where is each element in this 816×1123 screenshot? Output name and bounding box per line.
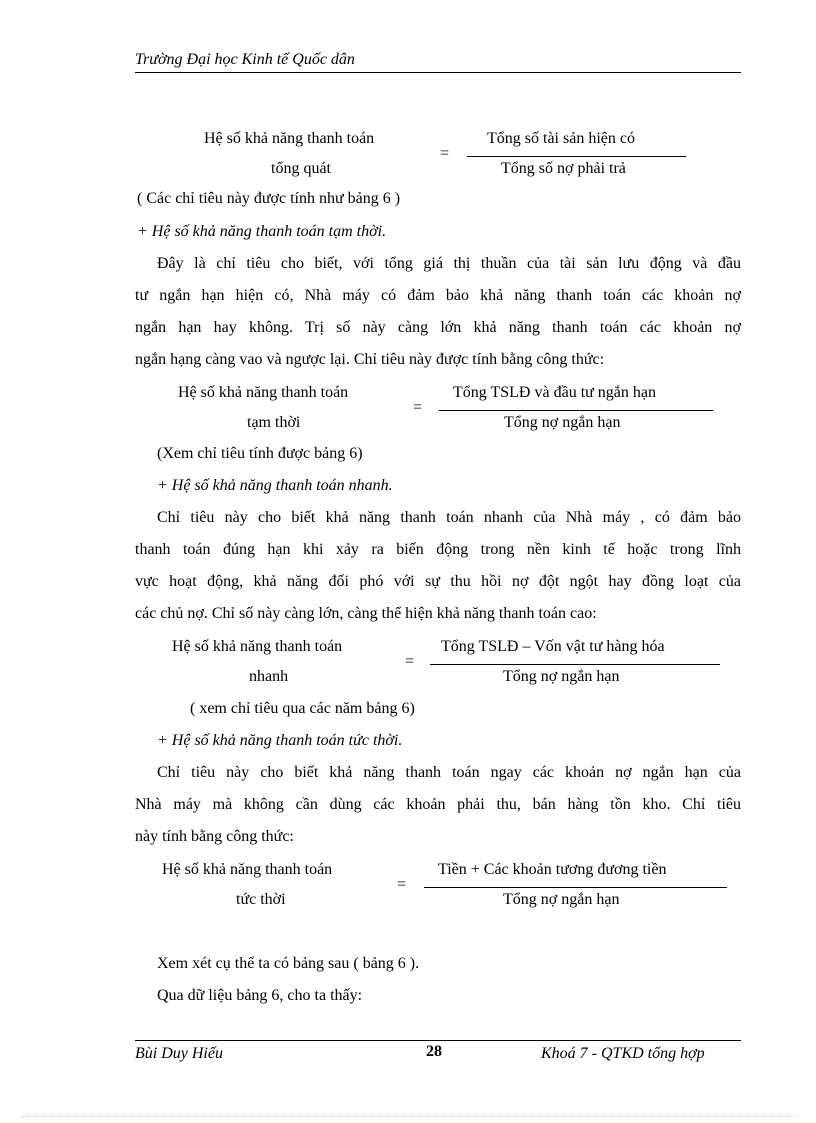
formula1-equals: =	[440, 145, 450, 162]
formula1-numerator: Tổng số tài sản hiện có	[487, 130, 635, 147]
para2-line2: tư ngắn hạn hiện có, Nhà máy có đảm bảo khả năng thanh toán các khoản nợ	[135, 287, 741, 304]
para3-line3: vực hoạt động, khả năng đối phó với sự thu hồi nợ đột ngột hay đồng loạt của	[135, 573, 741, 590]
para3-line4: các chủ nợ. Chỉ số này càng lớn, càng thể hiện khả năng thanh toán cao:	[135, 605, 597, 622]
para4-line3: này tính bằng công thức:	[135, 828, 294, 845]
formula1-label-line2: tổng quát	[271, 160, 331, 177]
formula3-equals: =	[405, 653, 415, 670]
formula1-fraction-bar	[467, 156, 686, 157]
formula2-label-line1: Hệ số khả năng thanh toán	[178, 384, 349, 401]
formula2-equals: =	[413, 399, 423, 416]
closing-line2: Qua dữ liệu bảng 6, cho ta thấy:	[157, 987, 363, 1004]
footer-author: Bùi Duy Hiếu	[135, 1045, 223, 1062]
note-table6-c: ( xem chỉ tiêu qua các năm bảng 6)	[190, 700, 415, 717]
formula1-label-line1: Hệ số khả năng thanh toán	[204, 130, 375, 147]
para4-line2: Nhà máy mà không cần dùng các khoản phải thu, bán hàng tồn kho. Chỉ tiêu	[135, 796, 741, 813]
header-divider	[135, 72, 741, 73]
formula4-denominator: Tổng nợ ngắn hạn	[503, 891, 620, 908]
para2-line4: ngắn hạng càng vao và ngược lại. Chỉ tiêu này được tính bằng công thức:	[135, 351, 605, 368]
formula3-label-line2: nhanh	[249, 668, 289, 685]
formula4-numerator: Tiền + Các khoản tương đương tiền	[438, 861, 667, 878]
heading-quick-ratio: + Hệ số khả năng thanh toán nhanh.	[157, 477, 393, 494]
formula3-fraction-bar	[430, 664, 720, 665]
heading-current-ratio: + Hệ số khả năng thanh toán tạm thời.	[137, 223, 387, 240]
formula2-fraction-bar	[439, 410, 713, 411]
para4-line1: Chỉ tiêu này cho biết khả năng thanh toán ngay các khoản nợ ngắn hạn của	[157, 764, 741, 781]
formula1-denominator: Tổng số nợ phải trả	[501, 160, 626, 177]
formula3-label-line1: Hệ số khả năng thanh toán	[172, 638, 343, 655]
formula4-label-line1: Hệ số khả năng thanh toán	[162, 861, 333, 878]
para3-line1: Chỉ tiêu này cho biết khả năng thanh toán nhanh của Nhà máy , có đảm bảo	[157, 509, 741, 526]
formula2-numerator: Tổng TSLĐ và đầu tư ngắn hạn	[453, 384, 657, 401]
para2-line3: ngắn hạn hay không. Trị số này càng lớn khả năng thanh toán các khoản nợ	[135, 319, 741, 336]
footer-divider	[135, 1040, 741, 1041]
formula3-numerator: Tổng TSLĐ – Vốn vật tư hàng hóa	[441, 638, 665, 655]
page-header-school: Trường Đại học Kinh tế Quốc dân	[135, 51, 355, 68]
note-table6-a: ( Các chỉ tiêu này được tính như bảng 6 )	[137, 190, 401, 207]
formula2-label-line2: tạm thời	[247, 414, 301, 431]
para2-line1: Đây là chỉ tiêu cho biết, với tổng giá thị thuần của tài sản lưu động và đầu	[157, 255, 741, 272]
para3-line2: thanh toán đúng hạn khi xảy ra biến động trong nền kinh tế hoặc trong lĩnh	[135, 541, 741, 558]
formula2-denominator: Tổng nợ ngắn hạn	[504, 414, 621, 431]
note-table6-b: (Xem chỉ tiêu tính được bảng 6)	[157, 445, 363, 462]
formula3-denominator: Tổng nợ ngắn hạn	[503, 668, 620, 685]
formula4-label-line2: tức thời	[236, 891, 286, 908]
heading-cash-ratio: + Hệ số khả năng thanh toán tức thời.	[157, 732, 403, 749]
page-edge-dotted-line	[20, 1116, 796, 1117]
formula4-equals: =	[397, 876, 407, 893]
page-number: 28	[426, 1043, 442, 1060]
footer-course: Khoá 7 - QTKD tổng hợp	[541, 1045, 705, 1062]
formula4-fraction-bar	[424, 887, 727, 888]
closing-line1: Xem xét cụ thể ta có bảng sau ( bảng 6 ).	[157, 955, 420, 972]
